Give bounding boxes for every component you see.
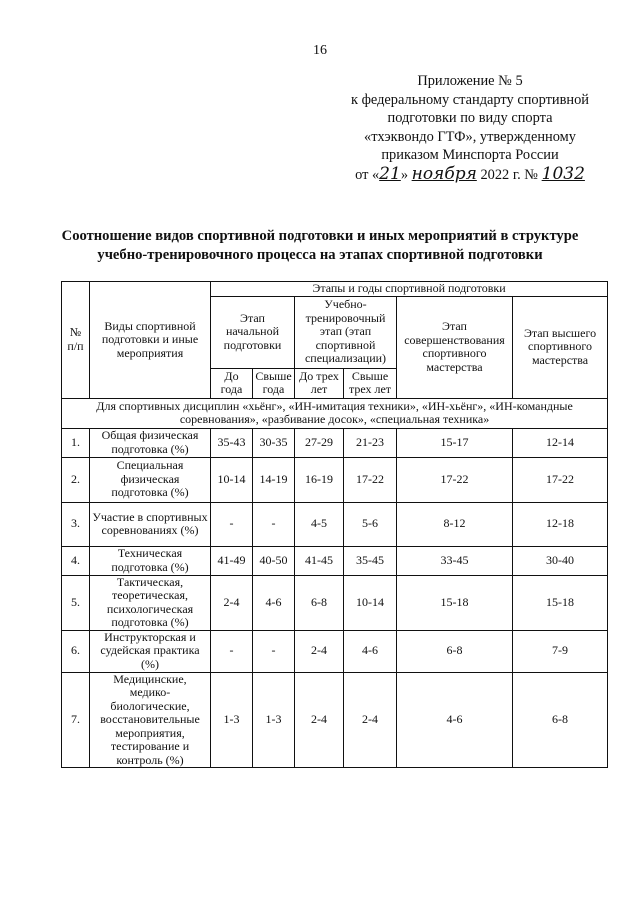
row-number: 6. [62,630,90,672]
row-kind: Медицинские, медико-биологические, восстановительные мероприятия, тестирование и контроль (%) [90,672,211,768]
date-prefix: от « [355,166,380,183]
value-cell: 41-49 [211,546,253,575]
document-title [40,227,600,265]
value-cell: 14-19 [253,457,295,502]
appendix-line: Приложение № 5 [417,73,523,89]
handwritten-order-number: 1032 [541,163,585,184]
row-number: 5. [62,575,90,630]
table-row [62,428,608,457]
value-cell: 4-5 [295,502,344,546]
page-number: 16 [313,43,327,58]
value-cell: 27-29 [295,428,344,457]
value-cell: 2-4 [344,672,397,768]
table-row [62,672,608,768]
value-cell: 1-3 [253,672,295,768]
subheader-upto-year: До года [211,368,253,398]
table-row [62,575,608,630]
handwritten-day: 21 [379,163,401,184]
section-row: Для спортивных дисциплин «хьёнг», «ИН-имитация техники», «ИН-хьёнг», «ИН-командные соревнования», «разбивание досок», «специальная техника» [62,398,608,428]
header-stage-higher: Этап высшего спортивного мастерства [513,296,608,398]
value-cell: 15-18 [513,575,608,630]
header-stage-initial: Этап начальной подготовки [211,296,295,368]
row-number: 7. [62,672,90,768]
header-stage-training: Учебно-тренировочный этап (этап спортивной специализации) [295,296,397,368]
value-cell: 21-23 [344,428,397,457]
value-cell: 10-14 [211,457,253,502]
value-cell: 16-19 [295,457,344,502]
value-cell: 35-45 [344,546,397,575]
value-cell: 17-22 [397,457,513,502]
value-cell: 15-17 [397,428,513,457]
order-year-text: 2022 г. № [480,166,539,183]
row-kind: Участие в спортивных соревнованиях (%) [90,502,211,546]
header-num: № п/п [62,282,90,399]
value-cell: 10-14 [344,575,397,630]
header-kind: Виды спортивной подготовки и иные мероприятия [90,282,211,399]
appendix-block [330,72,610,185]
value-cell: 15-18 [397,575,513,630]
order-date-line [330,165,610,185]
appendix-line: к федеральному стандарту спортивной [350,91,589,108]
subheader-over-three: Свыше трех лет [344,368,397,398]
header-stage-improvement: Этап совершенствования спортивного мастерства [397,296,513,398]
subheader-over-year: Свыше года [253,368,295,398]
value-cell: 4-6 [344,630,397,672]
row-number: 2. [62,457,90,502]
value-cell: 17-22 [513,457,608,502]
value-cell: 12-18 [513,502,608,546]
handwritten-month: ноября [411,163,477,184]
value-cell: 35-43 [211,428,253,457]
appendix-line: «тхэквондо ГТФ», утвержденному [364,128,576,145]
value-cell: 17-22 [344,457,397,502]
appendix-line: подготовки по виду спорта [387,110,553,127]
row-number: 3. [62,502,90,546]
row-number: 4. [62,546,90,575]
value-cell: 6-8 [295,575,344,630]
table-row [62,457,608,502]
value-cell: 6-8 [513,672,608,768]
subheader-upto-three: До трех лет [295,368,344,398]
value-cell: 2-4 [295,672,344,768]
value-cell: 2-4 [211,575,253,630]
value-cell: - [253,630,295,672]
row-kind: Техническая подготовка (%) [90,546,211,575]
value-cell: 4-6 [397,672,513,768]
value-cell: 5-6 [344,502,397,546]
value-cell: 4-6 [253,575,295,630]
appendix-line: приказом Минспорта России [381,147,559,164]
value-cell: 6-8 [397,630,513,672]
value-cell: 30-35 [253,428,295,457]
value-cell: 1-3 [211,672,253,768]
value-cell: - [211,502,253,546]
title-line: Соотношение видов спортивной подготовки и иных мероприятий в структуре [61,228,579,244]
title-line: учебно-тренировочного процесса на этапах спортивной подготовки [97,247,543,263]
header-stages-group: Этапы и годы спортивной подготовки [211,282,608,297]
table-row [62,502,608,546]
row-number: 1. [62,428,90,457]
table-row [62,546,608,575]
table-row [62,630,608,672]
value-cell: 40-50 [253,546,295,575]
training-ratio-table [61,281,608,768]
row-kind: Общая физическая подготовка (%) [90,428,211,457]
value-cell: - [211,630,253,672]
value-cell: 2-4 [295,630,344,672]
value-cell: 8-12 [397,502,513,546]
value-cell: 41-45 [295,546,344,575]
value-cell: 33-45 [397,546,513,575]
value-cell: 7-9 [513,630,608,672]
row-kind: Тактическая, теоретическая, психологическая подготовка (%) [90,575,211,630]
row-kind: Инструкторская и судейская практика (%) [90,630,211,672]
value-cell: 30-40 [513,546,608,575]
value-cell: - [253,502,295,546]
date-mid: » [400,166,409,183]
row-kind: Специальная физическая подготовка (%) [90,457,211,502]
value-cell: 12-14 [513,428,608,457]
